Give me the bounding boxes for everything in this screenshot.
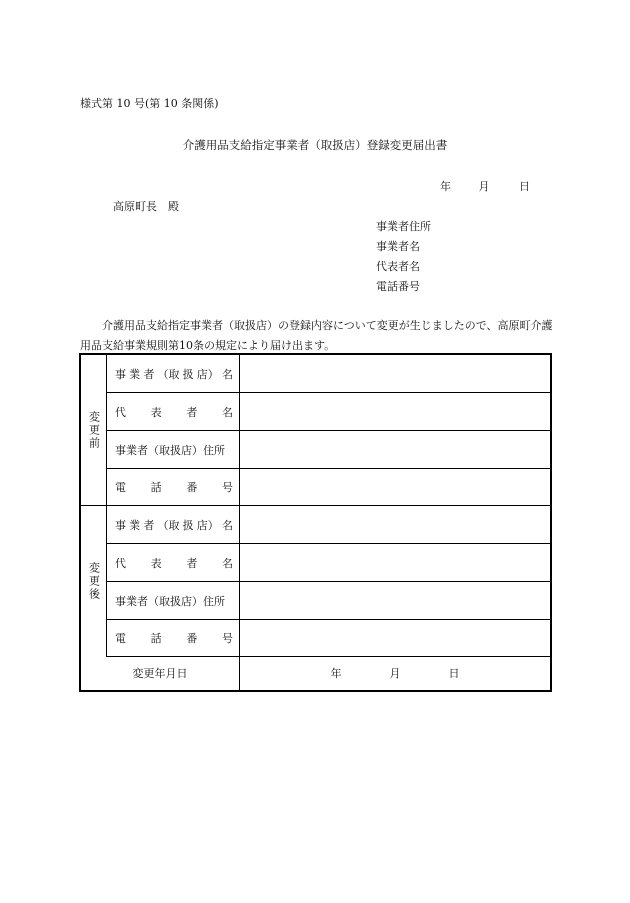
before-row-rep: [107, 393, 550, 431]
after-row-address: [107, 582, 550, 620]
after-rep-value[interactable]: [240, 544, 550, 581]
submission-date: [418, 178, 530, 194]
applicant-fields: [376, 217, 431, 297]
body-text: 介護用品支給指定事業者（取扱店）の登録内容について変更が生じましたので、高原町介護用品支給事業規則第10条の規定により届け出ます。: [80, 319, 553, 352]
after-phone-label: 電 話 番 号: [107, 620, 240, 656]
applicant-address-label: 事業者住所: [376, 220, 431, 233]
date-day: 日: [519, 180, 530, 193]
before-rep-value[interactable]: [240, 393, 550, 430]
date-month: 月: [478, 180, 490, 193]
change-form-table: [79, 353, 552, 692]
addressee: 高原町長 殿: [113, 200, 179, 213]
change-date-month: 月: [389, 666, 401, 680]
group-before-label: 変更前: [87, 411, 101, 450]
after-phone-value[interactable]: [240, 620, 550, 656]
after-row-rep: [107, 544, 550, 582]
change-date-value[interactable]: [240, 655, 550, 690]
after-rep-label: 代 表 者 名: [107, 544, 240, 581]
group-after-label: 変更後: [87, 562, 101, 601]
change-date-row: [81, 655, 550, 690]
after-row-name: [107, 506, 550, 544]
after-name-value[interactable]: [240, 506, 550, 543]
change-date-label: 変更年月日: [81, 655, 240, 690]
group-after: [81, 506, 107, 657]
after-address-value[interactable]: [240, 582, 550, 619]
applicant-representative-label: 代表者名: [376, 260, 420, 273]
after-name-label: 事 業 者 （取 扱 店） 名: [107, 506, 240, 543]
before-row-phone: [107, 469, 550, 506]
change-date-day: 日: [448, 666, 460, 680]
before-row-address: [107, 431, 550, 469]
change-date-year: 年: [330, 666, 342, 680]
before-name-value[interactable]: [240, 355, 550, 392]
before-phone-label: 電 話 番 号: [107, 469, 240, 505]
before-name-label: 事 業 者 （取 扱 店） 名: [107, 355, 240, 392]
applicant-name-label: 事業者名: [376, 240, 420, 253]
before-row-name: [107, 355, 550, 393]
document-title: 介護用品支給指定事業者（取扱店）登録変更届出書: [182, 138, 448, 152]
date-year: 年: [440, 180, 451, 193]
applicant-phone-label: 電話番号: [376, 280, 420, 293]
group-before: [81, 355, 107, 506]
before-phone-value[interactable]: [240, 469, 550, 505]
before-address-label: 事業者（取扱店）住所: [107, 431, 240, 468]
before-rep-label: 代 表 者 名: [107, 393, 240, 430]
after-address-label: 事業者（取扱店）住所: [107, 582, 240, 619]
before-address-value[interactable]: [240, 431, 550, 468]
after-row-phone: [107, 620, 550, 657]
form-number: 様式第 10 号(第 10 条関係): [80, 97, 219, 110]
